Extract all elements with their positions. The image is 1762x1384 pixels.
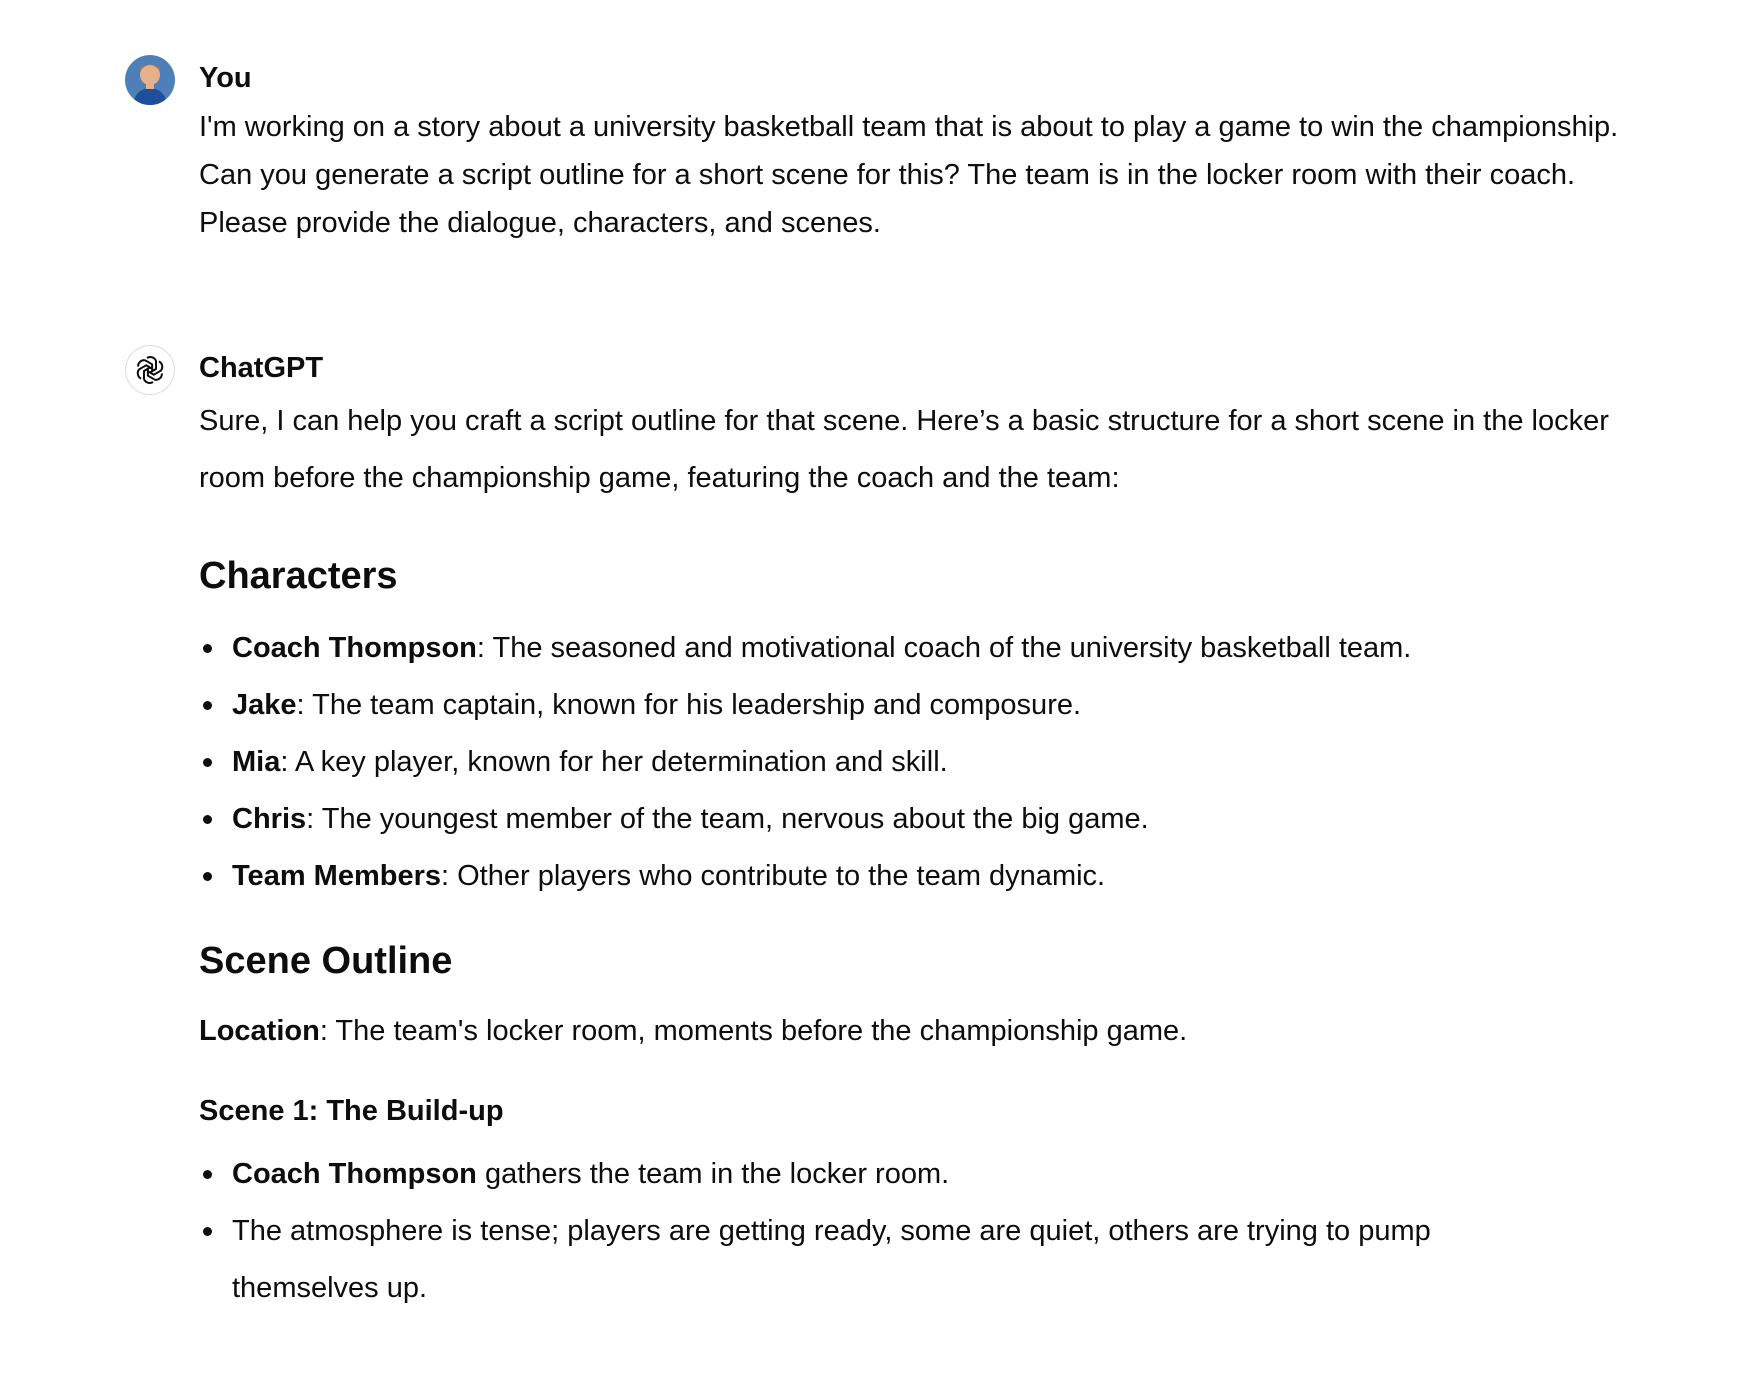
characters-list <box>199 620 1619 905</box>
scene1-list <box>199 1146 1559 1317</box>
openai-logo-icon <box>133 353 167 387</box>
character-desc: : The seasoned and motivational coach of the university basketball team. <box>476 632 1412 664</box>
character-desc: : The youngest member of the team, nervous about the big game. <box>306 803 1149 835</box>
character-desc: : The team captain, known for his leadership and composure. <box>296 689 1082 721</box>
character-name: Chris <box>232 803 307 835</box>
scene1-heading: Scene 1: The Build-up <box>199 1095 504 1127</box>
list-item <box>199 791 1619 848</box>
character-desc: : Other players who contribute to the team dynamic. <box>441 860 1106 892</box>
characters-heading: Characters <box>199 555 398 597</box>
list-item <box>199 620 1619 677</box>
location-line <box>199 1003 1619 1060</box>
scene-item-text: The atmosphere is tense; players are getting ready, some are quiet, others are trying to pump themselves up. <box>232 1215 1431 1304</box>
scene-outline-heading: Scene Outline <box>199 940 453 982</box>
user-avatar <box>125 55 175 105</box>
list-item <box>199 734 1619 791</box>
scene-item-text: gathers the team in the locker room. <box>476 1158 950 1190</box>
location-label: Location <box>199 1015 320 1047</box>
character-desc: : A key player, known for her determination and skill. <box>280 746 948 778</box>
character-name: Team Members <box>232 860 441 892</box>
list-item <box>199 1146 1559 1203</box>
character-name: Jake <box>232 689 297 721</box>
list-item <box>199 1203 1559 1317</box>
character-name: Coach Thompson <box>232 632 477 664</box>
list-item <box>199 848 1619 905</box>
assistant-intro-text: Sure, I can help you craft a script outline for that scene. Here’s a basic structure for a short scene in the locker room before the championship game, featuring the coach and the team: <box>199 405 1609 494</box>
scene-item-bold: Coach Thompson <box>232 1158 477 1190</box>
user-author-name: You <box>199 62 252 94</box>
character-name: Mia <box>232 746 281 778</box>
user-message-text: I'm working on a story about a university basketball team that is about to play a game to win the championship. Can you generate a script outline for a short scene for this? The team is in the locker room with their coach. Please provide the dialogue, characters, and scenes. <box>199 111 1619 239</box>
user-avatar-icon <box>125 55 175 105</box>
list-item <box>199 677 1619 734</box>
assistant-author-name: ChatGPT <box>199 352 324 384</box>
location-text: : The team's locker room, moments before the championship game. <box>319 1015 1188 1047</box>
assistant-avatar <box>125 345 175 395</box>
